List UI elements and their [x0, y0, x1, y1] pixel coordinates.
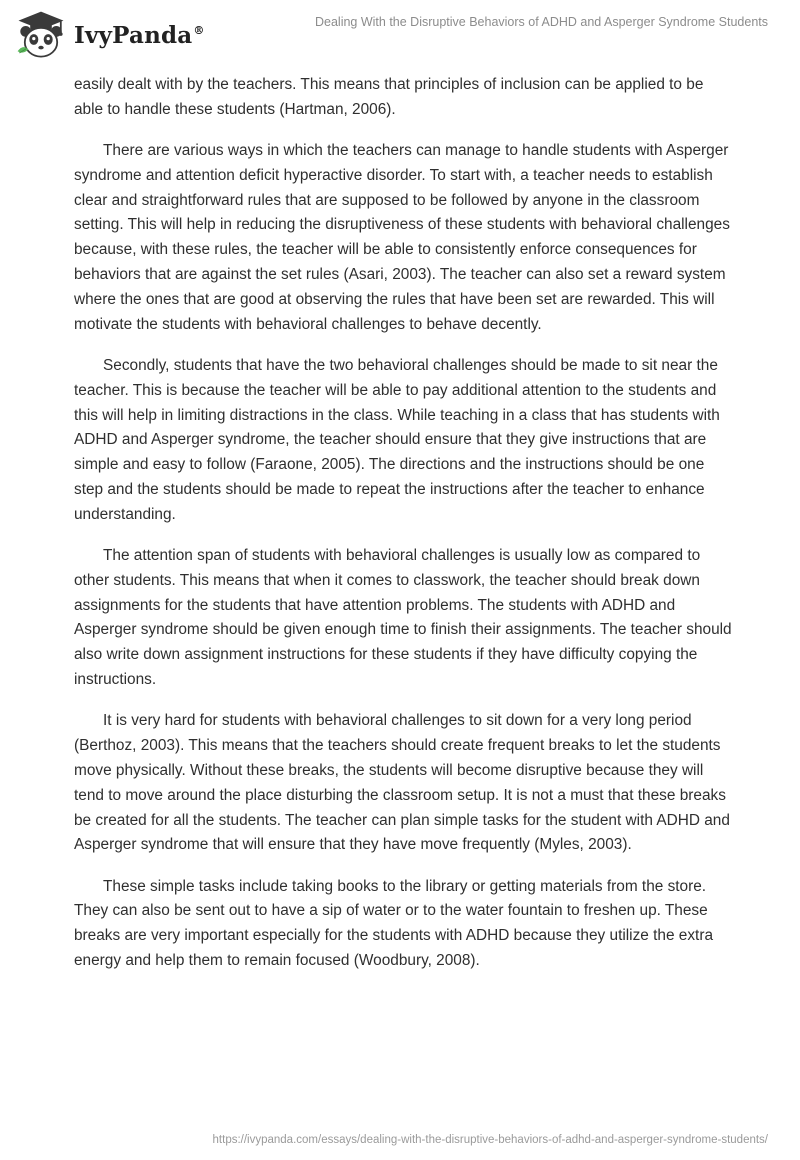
- paragraph-2: There are various ways in which the teachers can manage to handle students with Asperger syndrome and attention deficit hyperactive disorder. To start with, a teacher needs to establish clear and straightforward rules that are supposed to be followed by anyone in the classroom setting. This will help in reducing the disruptiveness of these students with behavioral challenges because, with these rules, the teacher will be able to consistently enforce consequences for behaviors that are against the set rules (Asari, 2003). The teacher can also set a reward system where the ones that are good at observing the rules that have been set are rewarded. This will motivate the students with behavioral challenges to behave decently.: [74, 142, 730, 333]
- paragraph-5: It is very hard for students with behavioral challenges to sit down for a very long period (Berthoz, 2003). This means that the teachers should create frequent breaks to let the students move physically. Without these breaks, the students will become disruptive because they will tend to move around the place disturbing the classroom setup. It is not a must that these breaks be created for all the students. The teacher can plan simple tasks for the student with ADHD and Asperger syndrome that will ensure that they have move frequently (Myles, 2003).: [74, 712, 730, 854]
- brand-logo[interactable]: [14, 8, 205, 62]
- source-url[interactable]: https://ivypanda.com/essays/dealing-with-the-disruptive-behaviors-of-adhd-and-asperger-syndrome-students/: [212, 1134, 768, 1146]
- paragraph-3: Secondly, students that have the two behavioral challenges should be made to sit near the teacher. This is because the teacher will be able to pay additional attention to the students and this will help in limiting distractions in the class. While teaching in a class that has students with ADHD and Asperger syndrome, the teacher should ensure that they give instructions that are simple and easy to follow (Faraone, 2005). The directions and the instructions should be one step and the students should be made to repeat the instructions after the teacher to enhance understanding.: [74, 356, 720, 523]
- paragraph-4: The attention span of students with behavioral challenges is usually low as compared to other students. This means that when it comes to classwork, the teacher should break down assignments for the students that have attention problems. The students with ADHD and Asperger syndrome should be given enough time to finish their assignments. The teacher should also write down assignment instructions for these students if they have difficulty copying the instructions.: [74, 547, 732, 689]
- panda-graduate-icon: [14, 8, 68, 62]
- paragraph-6: These simple tasks include taking books to the library or getting materials from the store. They can also be sent out to have a sip of water or to the water fountain to freshen up. These breaks are very important especially for the students with ADHD because they utilize the extra energy and help them to remain focused (Woodbury, 2008).: [74, 877, 714, 969]
- document-title: Dealing With the Disruptive Behaviors of ADHD and Asperger Syndrome Students: [314, 15, 768, 29]
- brand-name: IvyPanda®: [74, 21, 205, 49]
- page-header: [0, 0, 800, 70]
- paragraph-1: easily dealt with by the teachers. This means that principles of inclusion can be applied to be able to handle these students (Hartman, 2006).: [74, 76, 704, 118]
- essay-body: [74, 73, 734, 990]
